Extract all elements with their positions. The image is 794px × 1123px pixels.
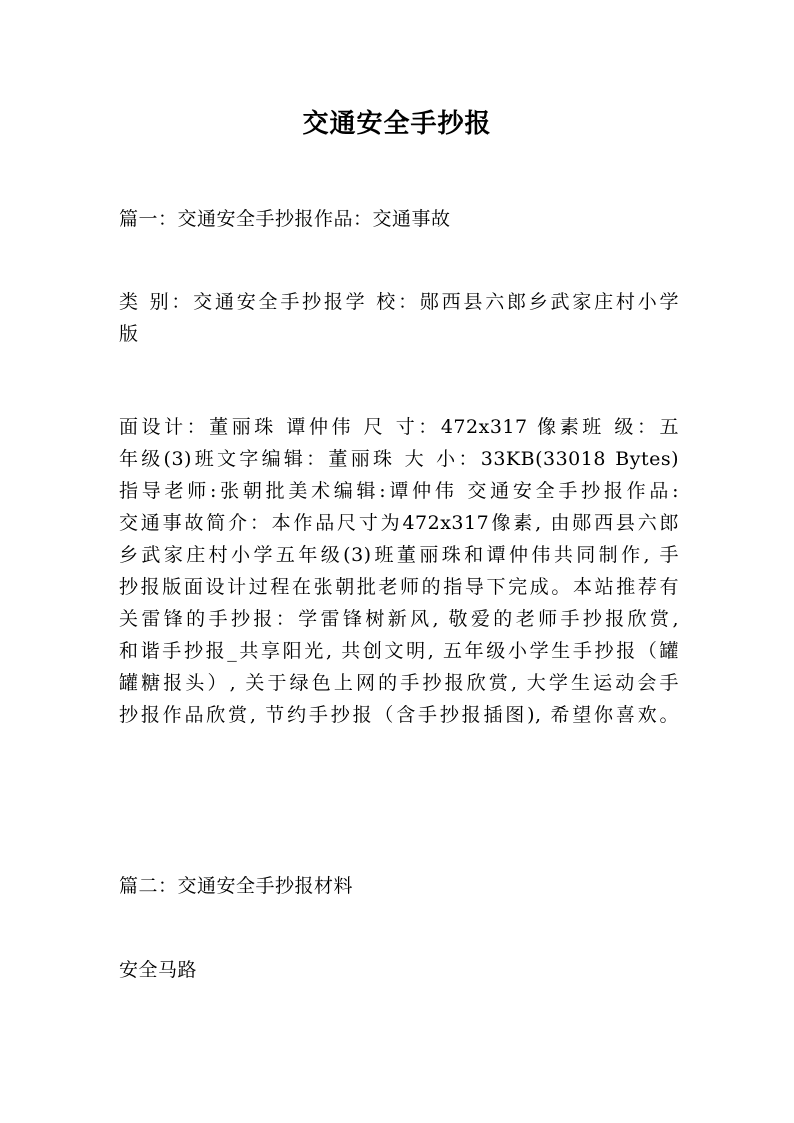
body-line-6: 抄报版面设计过程在张朝批老师的指导下完成。本站推荐有 <box>119 576 679 598</box>
body-line-2: 年级(3)班文字编辑：董丽珠 大 小：33KB(33018 Bytes) <box>119 448 679 470</box>
document-title: 交通安全手抄报 <box>302 109 492 139</box>
section1-heading-text: 篇一：交通安全手抄报作品：交通事故 <box>119 208 451 230</box>
body-line-1: 面设计：董丽珠 谭仲伟 尺 寸：472x317 像素班 级：五 <box>119 416 679 438</box>
body-line-7: 关雷锋的手抄报：学雷锋树新风, 敬爱的老师手抄报欣赏, <box>119 608 679 630</box>
body-line-4: 交通事故简介：本作品尺寸为472x317像素, 由郧西县六郎 <box>119 512 679 534</box>
section2-subheading-text: 安全马路 <box>119 959 198 981</box>
body-line-3: 指导老师:张朝批美术编辑:谭仲伟 交通安全手抄报作品: <box>119 480 679 502</box>
section2-heading <box>119 870 679 902</box>
description-paragraph <box>119 411 679 731</box>
section1-heading <box>119 203 679 235</box>
category-paragraph <box>119 286 679 350</box>
body-line-8: 和谐手抄报_共享阳光, 共创文明, 五年级小学生手抄报（罐 <box>119 640 679 662</box>
body-line-9: 罐糖报头）, 关于绿色上网的手抄报欣赏, 大学生运动会手 <box>119 672 679 694</box>
section2-heading-text: 篇二：交通安全手抄报材料 <box>119 875 354 897</box>
category-line-1: 类 别：交通安全手抄报学 校：郧西县六郎乡武家庄村小学 <box>119 291 679 313</box>
section2-subheading <box>119 954 679 986</box>
body-line-10: 抄报作品欣赏, 节约手抄报（含手抄报插图), 希望你喜欢。 <box>119 704 679 726</box>
category-line-2: 版 <box>119 323 139 345</box>
body-line-5: 乡武家庄村小学五年级(3)班董丽珠和谭仲伟共同制作, 手 <box>119 544 679 566</box>
